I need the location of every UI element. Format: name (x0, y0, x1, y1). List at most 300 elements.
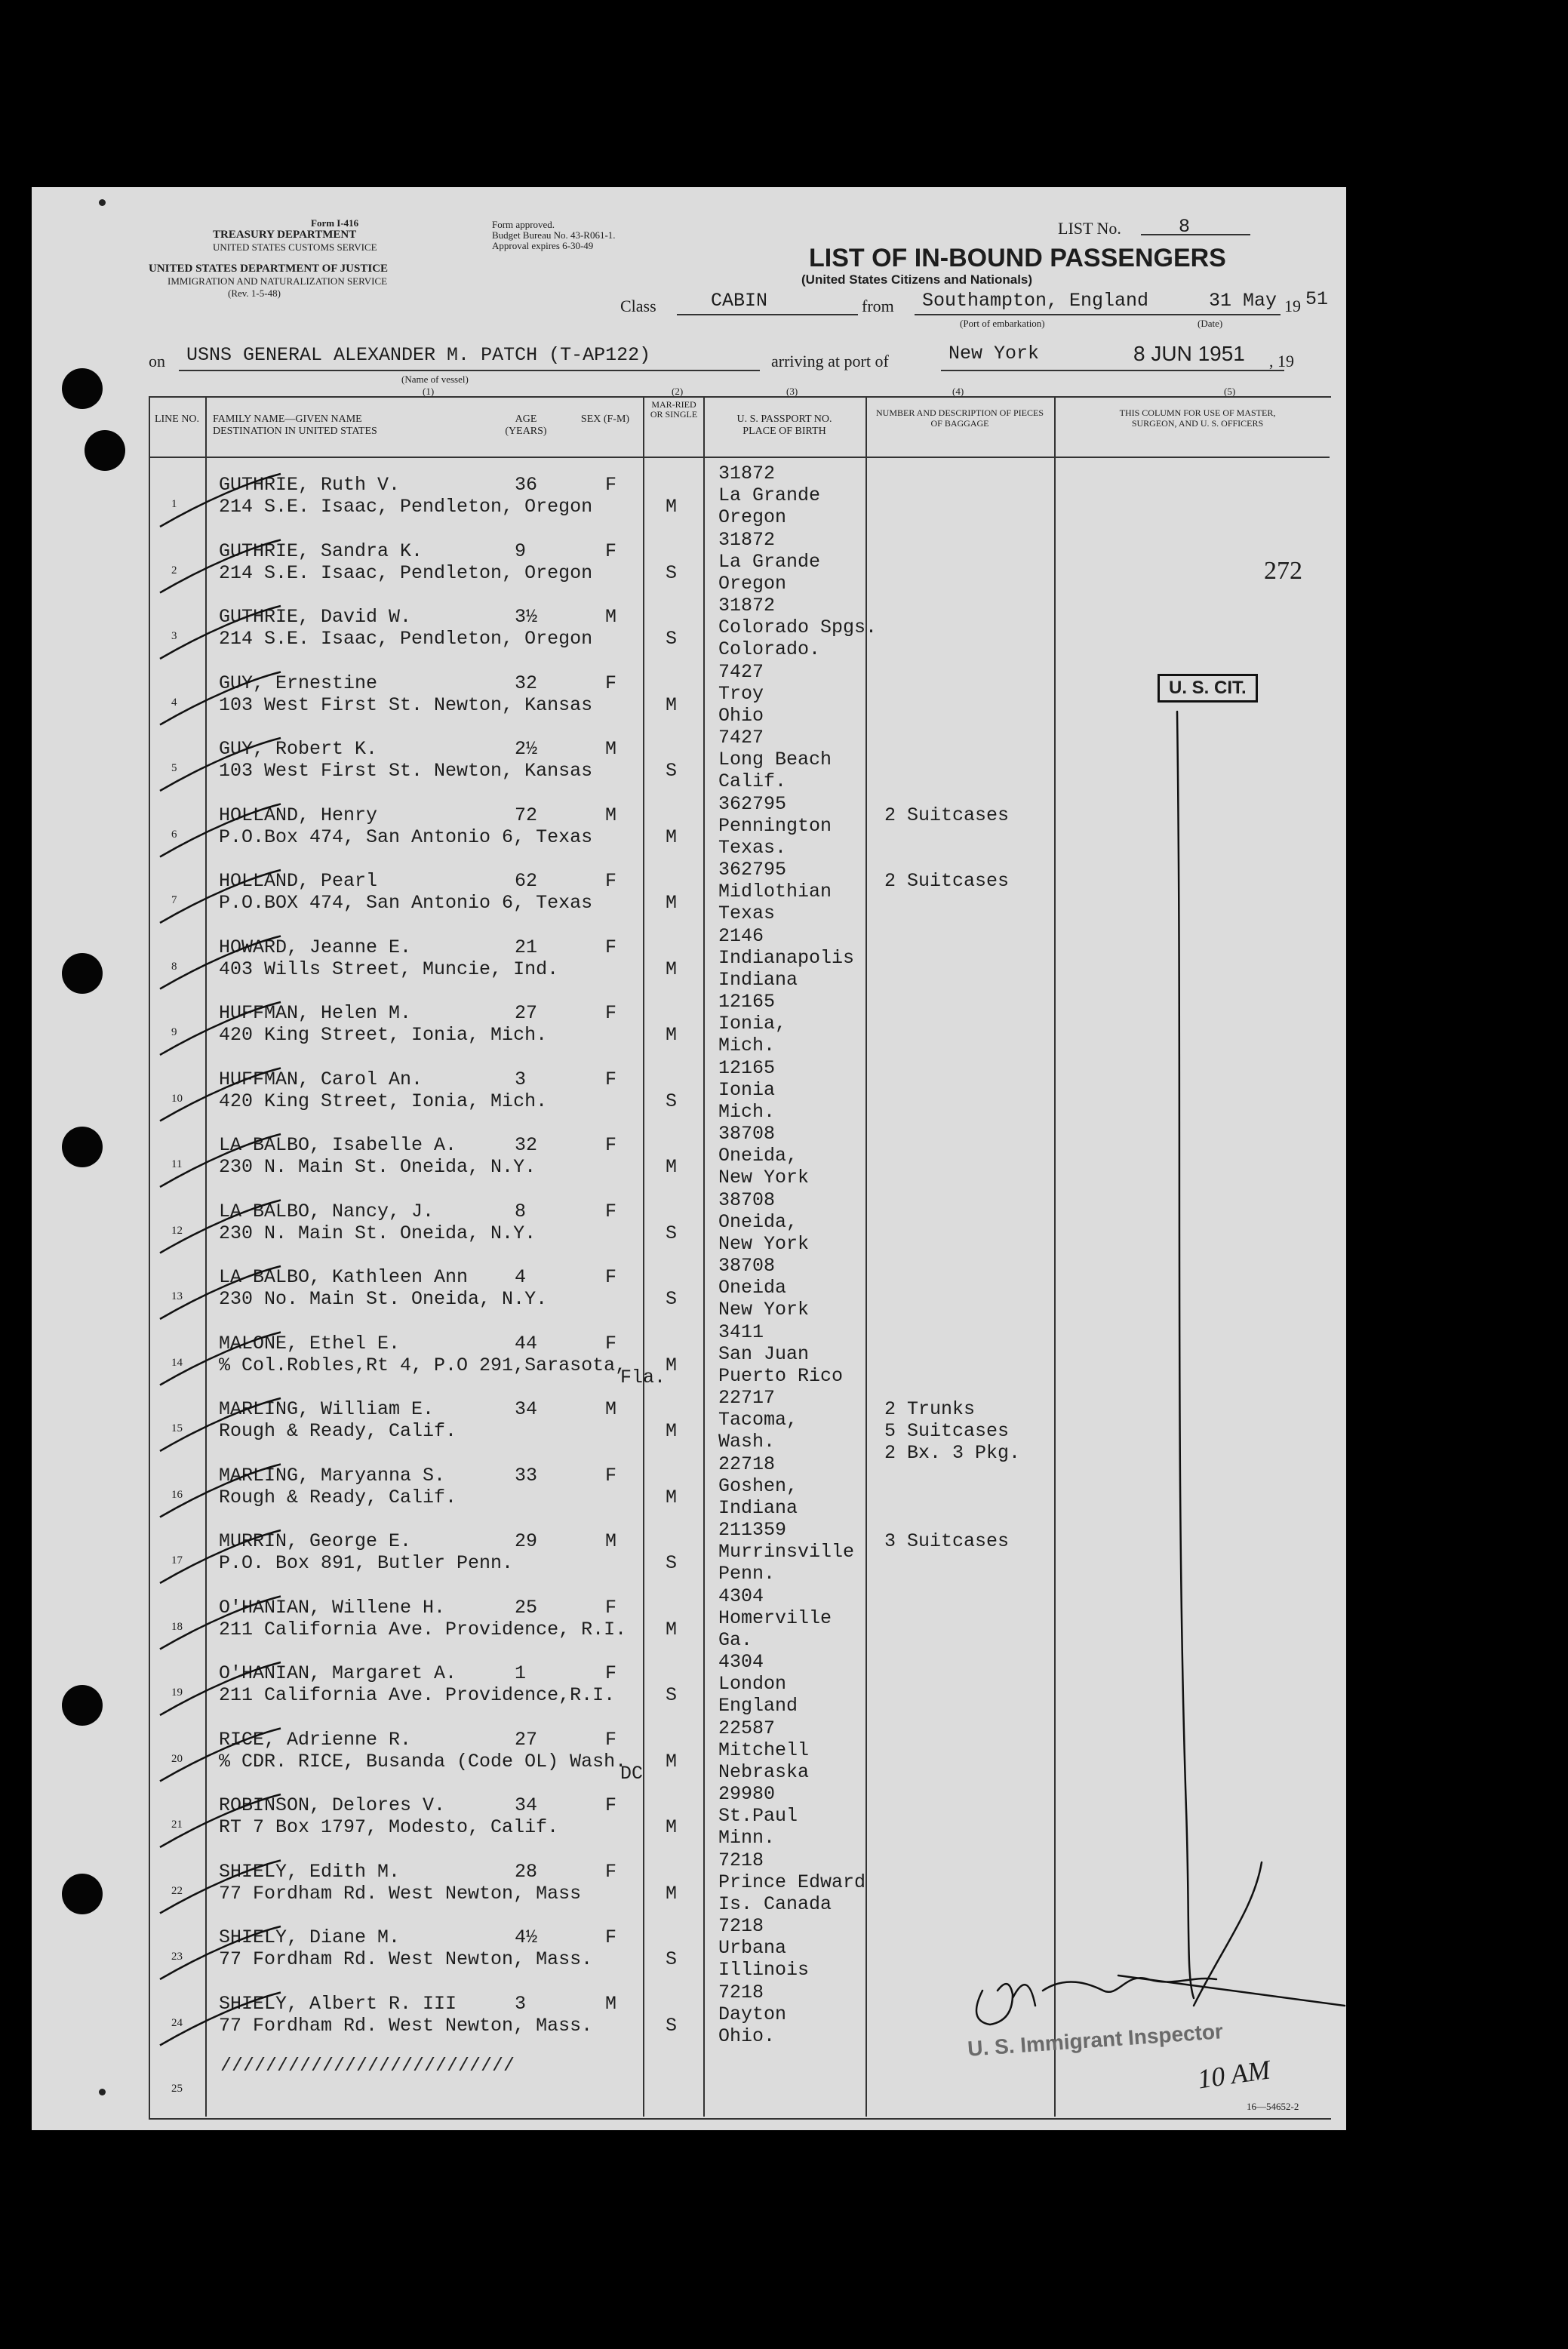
birthplace-region: Wash. (718, 1431, 776, 1453)
passenger-age: 34 (515, 1794, 538, 1816)
passenger-name: GUY, Robert K. (219, 738, 378, 760)
passenger-name: MURRIN, George E. (219, 1530, 412, 1552)
check-slash (160, 672, 281, 725)
passenger-address: 420 King Street, Ionia, Mich. (219, 1024, 548, 1046)
row-25-filler: ////////////////////////// (220, 2055, 515, 2077)
line-number: 22 (171, 1884, 183, 1897)
birthplace-city: Long Beach (718, 749, 832, 770)
passport-number: 7218 (718, 1981, 764, 2003)
marital-status: S (666, 1948, 678, 1970)
passenger-sex: F (605, 1596, 617, 1619)
check-slash (160, 870, 281, 923)
line-number: 9 (171, 1026, 177, 1038)
passenger-sex: M (605, 1992, 617, 2015)
birthplace-region: Puerto Rico (718, 1364, 844, 1387)
baggage-description: 2 Suitcases (884, 870, 1010, 892)
check-slash (160, 804, 281, 857)
baggage-description-3: 2 Bx. 3 Pkg. (884, 1442, 1021, 1464)
passenger-age: 1 (515, 1662, 527, 1684)
check-slash (160, 1068, 281, 1121)
passenger-name: LA BALBO, Kathleen Ann (219, 1266, 469, 1288)
passenger-age: 21 (515, 936, 538, 958)
marital-status: M (666, 826, 678, 848)
passenger-age: 8 (515, 1200, 527, 1222)
passenger-name: O'HANIAN, Willene H. (219, 1596, 446, 1619)
passenger-age: 28 (515, 1860, 538, 1883)
passenger-name: LA BALBO, Nancy, J. (219, 1200, 435, 1222)
baggage-description-2: 5 Suitcases (884, 1420, 1010, 1442)
passenger-sex: F (605, 1068, 617, 1090)
birthplace-city: Pennington (718, 814, 832, 837)
marital-status: M (666, 1486, 678, 1508)
passport-number: 362795 (718, 792, 787, 815)
passenger-age: 25 (515, 1596, 538, 1619)
line-number: 24 (171, 2016, 183, 2029)
birthplace-region: Illinois (718, 1959, 810, 1981)
list-no-value: 8 (1179, 216, 1191, 238)
passenger-address: 230 N. Main St. Oneida, N.Y. (219, 1156, 537, 1178)
approval-line-2: Budget Bureau No. 43-R061-1. (492, 229, 616, 241)
baggage-description: 2 Suitcases (884, 804, 1010, 826)
passenger-address: 214 S.E. Isaac, Pendleton, Oregon (219, 628, 593, 650)
check-line-diagonal (1194, 1862, 1262, 2006)
passenger-name: ROBINSON, Delores V. (219, 1794, 446, 1816)
birthplace-city: Dayton (718, 2003, 787, 2025)
passport-number: 7218 (718, 1849, 764, 1871)
passport-number: 31872 (718, 463, 776, 484)
customs-service: UNITED STATES CUSTOMS SERVICE (213, 241, 377, 253)
passenger-name: HUFFMAN, Helen M. (219, 1002, 412, 1024)
passport-number: 31872 (718, 528, 776, 551)
passenger-address: 77 Fordham Rd. West Newton, Mass (219, 1882, 582, 1905)
passenger-name: HOLLAND, Pearl (219, 870, 378, 892)
marital-status: S (666, 628, 678, 650)
line-number: 13 (171, 1290, 183, 1302)
col-header-age: AGE (YEARS) (505, 414, 547, 437)
check-slash (160, 1729, 281, 1782)
passenger-sex: F (605, 1332, 617, 1354)
class-value: CABIN (711, 290, 768, 312)
passenger-name: GUTHRIE, Sandra K. (219, 540, 423, 562)
marital-status: M (666, 1882, 678, 1905)
check-slash (160, 1597, 281, 1650)
passenger-age: 4 (515, 1266, 527, 1288)
col-header-birthplace: PLACE OF BIRTH (742, 426, 826, 437)
passenger-address: P.O.Box 474, San Antonio 6, Texas (219, 826, 593, 848)
birthplace-region: New York (718, 1167, 810, 1188)
check-slash (160, 1465, 281, 1517)
check-slash (160, 936, 281, 989)
passenger-sex: M (605, 606, 617, 628)
birthplace-region: Mich. (718, 1035, 776, 1056)
passenger-address: 420 King Street, Ionia, Mich. (219, 1090, 548, 1112)
arriving-label: arriving at port of (771, 352, 889, 370)
passenger-age: 72 (515, 804, 538, 826)
passenger-sex: F (605, 1464, 617, 1487)
birthplace-city: Urbana (718, 1937, 787, 1959)
passenger-sex: F (605, 1926, 617, 1948)
arrival-year: , 19 (1269, 352, 1294, 370)
depart-date: 31 May (1209, 290, 1277, 312)
port-caption: (Port of embarkation) (960, 318, 1045, 329)
passenger-address: 214 S.E. Isaac, Pendleton, Oregon (219, 496, 593, 518)
passenger-name: HOLLAND, Henry (219, 804, 378, 826)
check-slash (160, 1266, 281, 1319)
year-value: 51 (1305, 288, 1329, 310)
check-line-vertical (1177, 712, 1194, 1998)
marital-status: S (666, 1552, 678, 1574)
col-header-officers: THIS COLUMN FOR USE OF MASTER, SURGEON, AND U. S. OFFICERS (1119, 407, 1276, 429)
passport-number: 38708 (718, 1188, 776, 1211)
check-slash (160, 1926, 281, 1979)
passenger-sex: F (605, 1794, 617, 1816)
passenger-age: 29 (515, 1530, 538, 1552)
passport-number: 7218 (718, 1915, 764, 1937)
birthplace-region: Calif. (718, 770, 787, 792)
passport-number: 22718 (718, 1453, 776, 1475)
line-number: 25 (171, 2083, 183, 2095)
col-header-baggage: NUMBER AND DESCRIPTION OF PIECES OF BAGGAGE (875, 407, 1044, 429)
passenger-name: SHIELY, Diane M. (219, 1926, 401, 1948)
form-number: Form I-416 (311, 217, 359, 229)
passenger-sex: F (605, 1728, 617, 1751)
passenger-age: 34 (515, 1398, 538, 1420)
approval-line-1: Form approved. (492, 219, 555, 230)
birthplace-city: Oneida (718, 1277, 787, 1299)
us-cit-stamp: U. S. CIT. (1158, 674, 1258, 703)
birthplace-region: Colorado. (718, 638, 821, 660)
passenger-age: 44 (515, 1332, 538, 1354)
passport-number: 211359 (718, 1519, 787, 1541)
line-number: 1 (171, 498, 177, 510)
marital-status: M (666, 1618, 678, 1640)
passenger-sex: F (605, 1200, 617, 1222)
list-no-label: LIST No. (1058, 219, 1121, 238)
passport-number: 7427 (718, 727, 764, 749)
birthplace-region: Ohio (718, 704, 764, 727)
col-num-5: (5) (1224, 386, 1236, 397)
birthplace-city: Indianapolis (718, 946, 855, 969)
form-code: 16—54652-2 (1247, 2101, 1299, 2112)
passenger-name: GUTHRIE, Ruth V. (219, 474, 401, 496)
handwritten-marks (32, 187, 1346, 2130)
revision: (Rev. 1-5-48) (228, 287, 281, 299)
passenger-address: 103 West First St. Newton, Kansas (219, 693, 593, 716)
check-slash (160, 1398, 281, 1451)
birthplace-region: Indiana (718, 1496, 798, 1519)
passenger-sex: F (605, 474, 617, 496)
date-caption: (Date) (1198, 318, 1223, 329)
birthplace-region: Texas. (718, 836, 787, 859)
col-num-2: (2) (672, 386, 684, 397)
passenger-address: 103 West First St. Newton, Kansas (219, 760, 593, 782)
passport-number: 3411 (718, 1321, 764, 1343)
passenger-sex: F (605, 1860, 617, 1883)
line-number: 2 (171, 564, 177, 576)
line-number: 10 (171, 1092, 183, 1105)
col-header-destination: DESTINATION IN UNITED STATES (213, 426, 377, 437)
passenger-address-cont: DC (620, 1762, 644, 1785)
passenger-address: P.O. Box 891, Butler Penn. (219, 1552, 514, 1574)
arrival-port: New York (948, 343, 1040, 364)
passenger-name: HUFFMAN, Carol An. (219, 1068, 423, 1090)
passenger-address: 230 N. Main St. Oneida, N.Y. (219, 1222, 537, 1244)
birthplace-region: Indiana (718, 968, 798, 991)
birthplace-region: New York (718, 1299, 810, 1321)
marital-status: M (666, 1816, 678, 1838)
check-slash (160, 1861, 281, 1914)
birthplace-region: Ohio. (718, 2025, 776, 2047)
passenger-name: MARLING, Maryanna S. (219, 1464, 446, 1487)
line-number: 4 (171, 696, 177, 709)
passenger-sex: F (605, 1002, 617, 1024)
passenger-name: HOWARD, Jeanne E. (219, 936, 412, 958)
line-number: 5 (171, 762, 177, 774)
marital-status: M (666, 892, 678, 914)
baggage-description: 2 Trunks (884, 1398, 976, 1420)
line-number: 19 (171, 1686, 183, 1699)
passenger-address: 230 No. Main St. Oneida, N.Y. (219, 1288, 548, 1310)
passenger-age: 3½ (515, 606, 538, 628)
passport-number: 22587 (718, 1717, 776, 1739)
check-slash (160, 1002, 281, 1055)
birthplace-city: Ionia, (718, 1013, 787, 1035)
birthplace-region: Mich. (718, 1100, 776, 1123)
marital-status: S (666, 1288, 678, 1310)
line-number: 18 (171, 1620, 183, 1633)
check-slash (160, 540, 281, 593)
vessel-caption: (Name of vessel) (401, 374, 469, 385)
page-title: LIST OF IN-BOUND PASSENGERS (809, 244, 1226, 272)
birthplace-region: Oregon (718, 506, 787, 528)
birthplace-region: England (718, 1695, 798, 1717)
passenger-age: 27 (515, 1728, 538, 1751)
passenger-address: RT 7 Box 1797, Modesto, Calif. (219, 1816, 559, 1838)
check-slash (160, 606, 281, 659)
marital-status: S (666, 1222, 678, 1244)
passenger-sex: F (605, 672, 617, 694)
line-number: 17 (171, 1554, 183, 1567)
col-header-line: LINE NO. (154, 414, 200, 425)
passenger-age: 3 (515, 1992, 527, 2015)
marital-status: M (666, 1024, 678, 1046)
year-prefix: 19 (1284, 297, 1301, 315)
approval-line-3: Approval expires 6-30-49 (492, 240, 594, 251)
passenger-name: GUTHRIE, David W. (219, 606, 412, 628)
marital-status: M (666, 1750, 678, 1773)
passport-number: 38708 (718, 1255, 776, 1277)
birthplace-city: London (718, 1673, 787, 1695)
passport-number: 12165 (718, 991, 776, 1013)
passport-number: 2146 (718, 924, 764, 947)
passenger-address: % CDR. RICE, Busanda (Code OL) Wash. (219, 1750, 627, 1773)
marital-status: S (666, 561, 678, 584)
line-number: 6 (171, 828, 177, 841)
check-slash (160, 1333, 281, 1385)
inspector-signature (976, 1975, 1345, 2025)
passenger-age: 32 (515, 1134, 538, 1156)
passenger-address: 77 Fordham Rd. West Newton, Mass. (219, 1948, 593, 1970)
line-number: 12 (171, 1224, 183, 1237)
birthplace-region: Minn. (718, 1827, 776, 1849)
passenger-sex: M (605, 738, 617, 760)
passport-number: 38708 (718, 1123, 776, 1145)
passenger-age: 4½ (515, 1926, 538, 1948)
check-slash (160, 1993, 281, 2046)
passenger-address: 211 California Ave. Providence, R.I. (219, 1618, 627, 1640)
birthplace-city: Prince Edward (718, 1871, 866, 1893)
passport-number: 4304 (718, 1585, 764, 1607)
passenger-sex: F (605, 1662, 617, 1684)
passenger-address-cont: Fla. (620, 1366, 666, 1388)
passenger-address: 77 Fordham Rd. West Newton, Mass. (219, 2014, 593, 2037)
passenger-address: 403 Wills Street, Muncie, Ind. (219, 958, 559, 980)
passenger-address: % Col.Robles,Rt 4, P.O 291,Sarasota, (219, 1354, 627, 1376)
passenger-sex: F (605, 540, 617, 562)
passenger-age: 27 (515, 1002, 538, 1024)
col-num-4: (4) (952, 386, 964, 397)
marital-status: S (666, 2014, 678, 2037)
marital-status: S (666, 1090, 678, 1112)
birthplace-city: Goshen, (718, 1474, 798, 1497)
birthplace-city: Homerville (718, 1606, 832, 1629)
birthplace-city: Colorado Spgs. (718, 616, 878, 638)
count-number: 272 (1264, 557, 1302, 585)
passenger-age: 36 (515, 474, 538, 496)
line-number: 11 (171, 1158, 183, 1170)
col-header-married: MAR-RIED OR SINGLE (650, 399, 698, 420)
birthplace-city: La Grande (718, 484, 821, 506)
passenger-sex: M (605, 804, 617, 826)
check-slash (160, 1662, 281, 1715)
birthplace-city: Murrinsville (718, 1541, 855, 1563)
passenger-sex: M (605, 1398, 617, 1420)
passenger-address: 214 S.E. Isaac, Pendleton, Oregon (219, 561, 593, 584)
passport-number: 362795 (718, 859, 787, 881)
passenger-sex: F (605, 1134, 617, 1156)
vessel-name: USNS GENERAL ALEXANDER M. PATCH (T-AP122) (186, 344, 651, 366)
passenger-age: 62 (515, 870, 538, 892)
passenger-name: MALONE, Ethel E. (219, 1332, 401, 1354)
col-num-1: (1) (423, 386, 435, 397)
birthplace-city: Ionia (718, 1078, 776, 1101)
passport-number: 29980 (718, 1783, 776, 1805)
passenger-address: P.O.BOX 474, San Antonio 6, Texas (219, 892, 593, 914)
passenger-name: MARLING, William E. (219, 1398, 435, 1420)
marital-status: M (666, 958, 678, 980)
check-slash (160, 1134, 281, 1187)
passenger-address: 211 California Ave. Providence,R.I. (219, 1684, 616, 1706)
page-subtitle: (United States Citizens and Nationals) (801, 272, 1033, 287)
passenger-sex: F (605, 870, 617, 892)
marital-status: M (666, 1156, 678, 1178)
passenger-age: 3 (515, 1068, 527, 1090)
birthplace-region: Ga. (718, 1628, 753, 1651)
passport-number: 7427 (718, 660, 764, 683)
birthplace-city: La Grande (718, 550, 821, 573)
ins-service: IMMIGRATION AND NATURALIZATION SERVICE (168, 275, 388, 287)
manifest-page (32, 187, 1346, 2130)
passenger-sex: F (605, 936, 617, 958)
passenger-name: SHIELY, Albert R. III (219, 1992, 457, 2015)
passenger-name: LA BALBO, Isabelle A. (219, 1134, 457, 1156)
passenger-name: RICE, Adrienne R. (219, 1728, 412, 1751)
marital-status: M (666, 693, 678, 716)
passenger-name: GUY, Ernestine (219, 672, 378, 694)
passenger-age: 33 (515, 1464, 538, 1487)
birthplace-region: Is. Canada (718, 1892, 832, 1915)
line-number: 21 (171, 1819, 183, 1831)
birthplace-city: Mitchell (718, 1739, 810, 1761)
passenger-sex: M (605, 1530, 617, 1552)
line-number: 15 (171, 1422, 183, 1434)
col-num-3: (3) (786, 386, 798, 397)
marital-status: S (666, 1684, 678, 1706)
passport-number: 12165 (718, 1056, 776, 1079)
marital-status: M (666, 496, 678, 518)
passenger-address: Rough & Ready, Calif. (219, 1420, 457, 1442)
birthplace-region: Penn. (718, 1563, 776, 1585)
passenger-age: 32 (515, 672, 538, 694)
inspector-stamp: U. S. Immigrant Inspector (967, 2019, 1224, 2061)
marital-status: M (666, 1420, 678, 1442)
birthplace-region: Texas (718, 902, 776, 924)
class-label: Class (620, 297, 656, 315)
from-value: Southampton, England (922, 290, 1149, 312)
line-number: 8 (171, 960, 177, 973)
birthplace-city: Oneida, (718, 1210, 798, 1233)
check-slash (160, 1530, 281, 1583)
line-number: 3 (171, 630, 177, 642)
birthplace-city: San Juan (718, 1342, 810, 1365)
check-slash (160, 1794, 281, 1847)
passenger-sex: F (605, 1266, 617, 1288)
marital-status: M (666, 1354, 678, 1376)
passenger-age: 9 (515, 540, 527, 562)
col-header-sex: SEX (F-M) (580, 414, 630, 425)
time-note: 10 AM (1195, 2054, 1272, 2095)
passenger-name: SHIELY, Edith M. (219, 1860, 401, 1883)
birthplace-city: St.Paul (718, 1805, 798, 1827)
check-slash (160, 1201, 281, 1253)
passport-number: 31872 (718, 595, 776, 616)
line-number: 14 (171, 1356, 183, 1369)
passenger-age: 2½ (515, 738, 538, 760)
birthplace-city: Troy (718, 682, 764, 705)
col-header-name: FAMILY NAME—GIVEN NAME (213, 414, 362, 425)
line-number: 20 (171, 1752, 183, 1765)
check-slash (160, 474, 281, 527)
birthplace-region: Nebraska (718, 1760, 810, 1783)
justice-dept: UNITED STATES DEPARTMENT OF JUSTICE (149, 263, 389, 275)
from-label: from (862, 297, 894, 315)
passenger-address: Rough & Ready, Calif. (219, 1486, 457, 1508)
marital-status: S (666, 760, 678, 782)
check-slash (160, 738, 281, 791)
baggage-description: 3 Suitcases (884, 1530, 1010, 1552)
birthplace-region: Oregon (718, 572, 787, 595)
on-label: on (149, 352, 165, 370)
col-header-passport: U. S. PASSPORT NO. (736, 414, 832, 425)
birthplace-region: New York (718, 1232, 810, 1255)
arrival-date-stamp: 8 JUN 1951 (1133, 342, 1245, 365)
passenger-name: O'HANIAN, Margaret A. (219, 1662, 457, 1684)
line-number: 23 (171, 1951, 183, 1963)
line-number: 16 (171, 1488, 183, 1501)
passport-number: 22717 (718, 1387, 776, 1409)
treasury-dept: TREASURY DEPARTMENT (213, 229, 357, 241)
birthplace-city: Tacoma, (718, 1409, 798, 1431)
